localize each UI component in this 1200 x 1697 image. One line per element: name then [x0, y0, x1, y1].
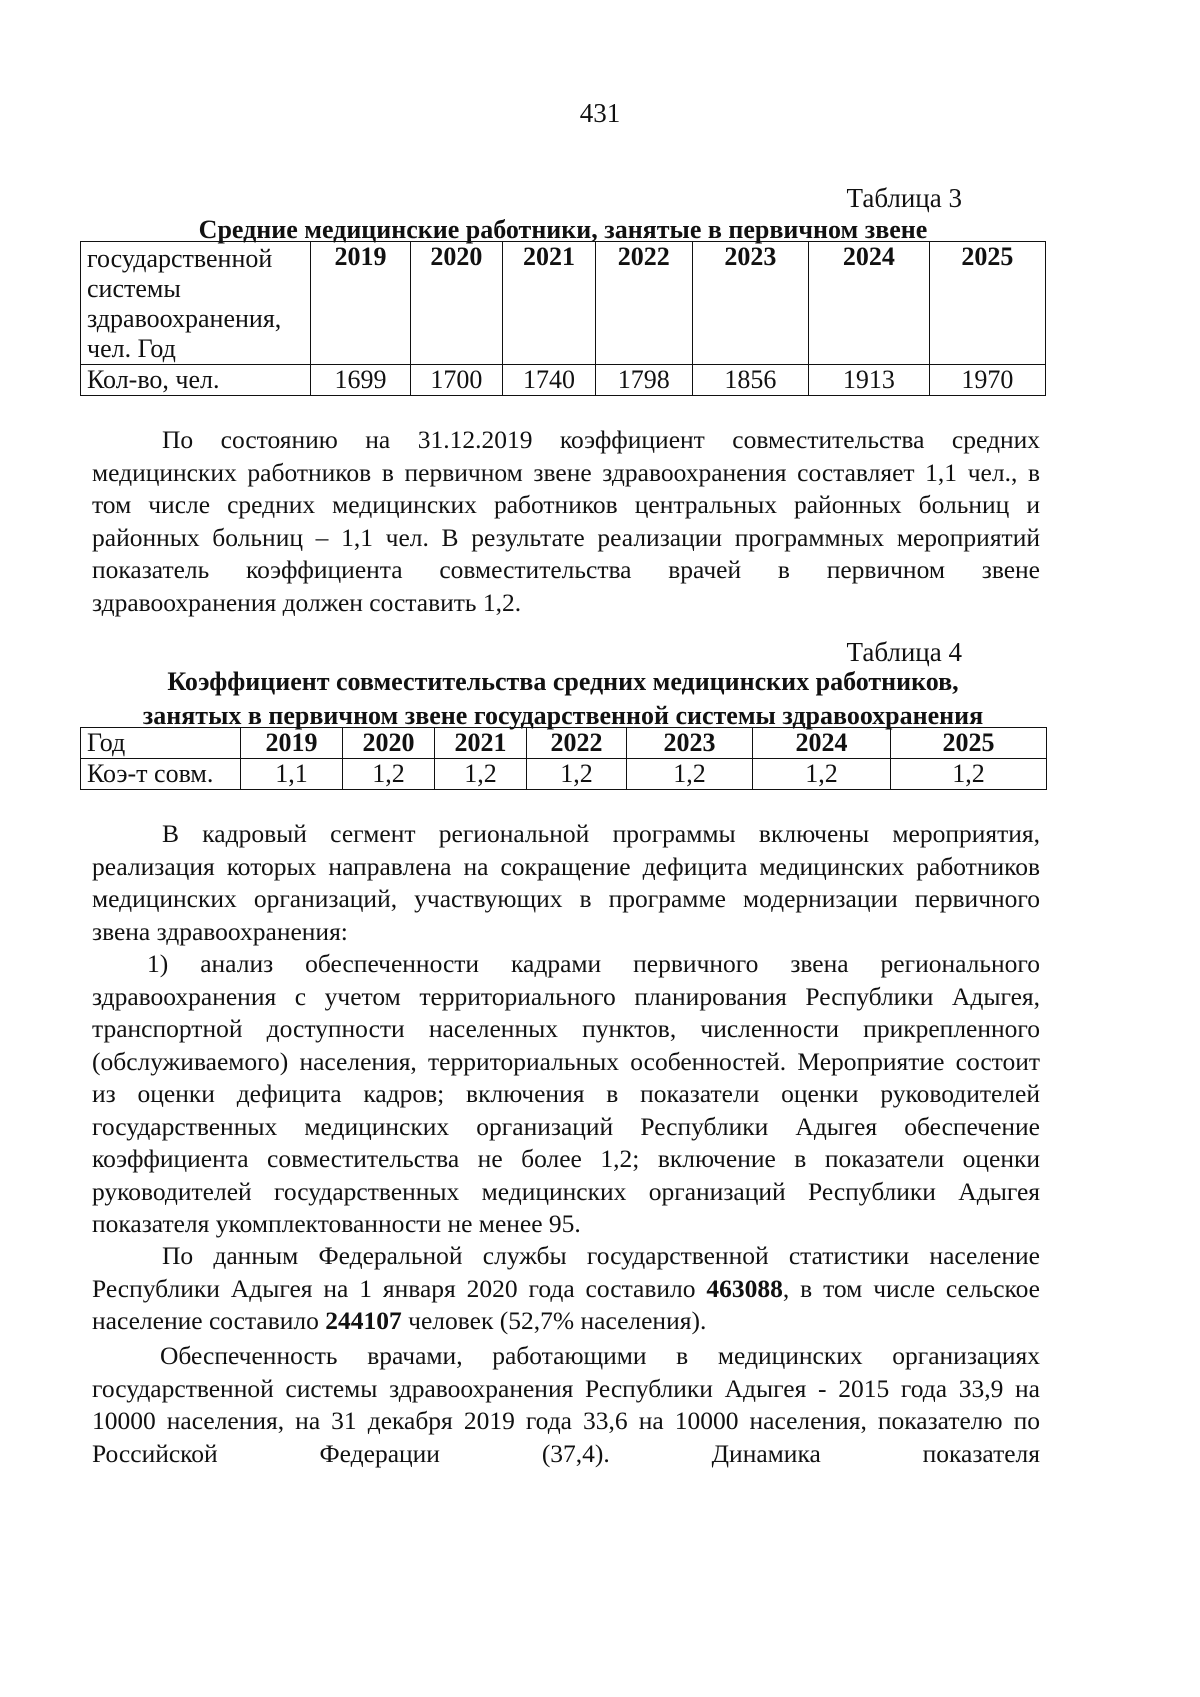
table-4-value: 1,1 [241, 759, 343, 790]
table-3-value: 1856 [692, 365, 808, 396]
table-3-data-row [81, 365, 1046, 396]
table-4-value: 1,2 [343, 759, 435, 790]
table-3-value: 1798 [595, 365, 692, 396]
table-3-value: 1699 [311, 365, 410, 396]
table-4-value: 1,2 [435, 759, 527, 790]
page-number: 431 [579, 98, 621, 128]
paragraph-text: В кадровый сегмент региональной программы включены мероприятия, реализация которых направлена на сокращение дефицита медицинских работников медицинских организаций, участвующих в программе модернизации первичного звена здравоохранения: [92, 819, 1040, 946]
table-4-year: 2024 [753, 728, 891, 759]
table-3-year: 2025 [929, 242, 1045, 365]
table-4-row-label: Коэ-т совм. [81, 759, 241, 790]
paragraph-text: Обеспеченность врачами, работающими в медицинских организациях государственной системы здравоохранения Республики Адыгея - 2015 года 33,9 на 10000 населения, на 31 декабря 2019 года 33,6 на 10000 населения, показателю по Российской Федерации (37,4). Динамика показателя [92, 1341, 1040, 1468]
table-3-year: 2022 [595, 242, 692, 365]
table-4-year: 2023 [627, 728, 753, 759]
paragraph-measure-1 [92, 948, 1040, 1241]
paragraph-population [92, 1240, 1040, 1338]
table-4-year: 2025 [891, 728, 1047, 759]
table-4-year: 2019 [241, 728, 343, 759]
list-item-text: 1) анализ обеспеченности кадрами первичного звена регионального здравоохранения с учетом территориального планирования Республики Адыгея, транспортной доступности населенных пунктов, численности прикрепленного (обслуживаемого) населения, территориальных особенностей. Мероприятие состоит из оценки дефицита кадров; включения в показатели оценки руководителей государственных медицинских организаций Республики Адыгея обеспечение коэффициента совместительства не более 1,2; включение в показатели оценки руководителей государственных медицинских организаций Республики Адыгея показателя укомплектованности не менее 95. [92, 949, 1040, 1238]
table-4 [80, 727, 1047, 790]
table-3-year: 2021 [503, 242, 596, 365]
table-3 [80, 241, 1046, 396]
population-text: человек (52,7% населения). [408, 1306, 707, 1335]
table-4-caption: Таблица 4 [846, 637, 962, 667]
table-4-value: 1,2 [527, 759, 627, 790]
table-4-year: 2020 [343, 728, 435, 759]
table-3-header-label: государственной системы здравоохранения, чел. Год [81, 242, 311, 365]
table-3-value: 1700 [410, 365, 503, 396]
table-3-year: 2024 [809, 242, 930, 365]
table-3-value: 1970 [929, 365, 1045, 396]
table-4-title [80, 665, 1046, 733]
table-3-year: 2020 [410, 242, 503, 365]
table-4-title-line: занятых в первичном звене государственной системы здравоохранения [142, 701, 984, 730]
paragraph-text: По состоянию на 31.12.2019 коэффициент совместительства средних медицинских работников в первичном звене здравоохранения составляет 1,1 чел., в том числе средних медицинских работников центральных районных больниц и районных больниц – 1,1 чел. В результате реализации программных мероприятий показатель коэффициента совместительства врачей в первичном звене здравоохранения должен составить 1,2. [92, 425, 1040, 617]
table-4-data-row [81, 759, 1047, 790]
paragraph-measures-intro [92, 818, 1040, 948]
table-4-year: 2021 [435, 728, 527, 759]
population-value: 463088 [706, 1273, 783, 1303]
table-3-header-row [81, 242, 1046, 365]
table-3-year: 2019 [311, 242, 410, 365]
table-4-header-row [81, 728, 1047, 759]
table-3-caption: Таблица 3 [846, 183, 962, 213]
table-4-year: 2022 [527, 728, 627, 759]
table-4-header-label: Год [81, 728, 241, 759]
table-4-value: 1,2 [753, 759, 891, 790]
paragraph-doctor-supply [92, 1340, 1040, 1470]
table-3-row-label: Кол-во, чел. [81, 365, 311, 396]
rural-population-value: 244107 [325, 1306, 402, 1335]
table-4-value: 1,2 [627, 759, 753, 790]
table-3-value: 1913 [809, 365, 930, 396]
table-3-value: 1740 [503, 365, 596, 396]
table-4-title-line: Коэффициент совместительства средних медицинских работников, [167, 667, 959, 696]
population-text: , в том числе сельское население составило [92, 1273, 1041, 1335]
table-3-year: 2023 [692, 242, 808, 365]
paragraph-text [92, 1240, 1040, 1338]
paragraph-coefficient [92, 424, 1040, 619]
population-text: По данным Федеральной службы государственной статистики население Республики Адыгея на 1 января 2020 года составило [92, 1241, 1040, 1303]
table-4-value: 1,2 [891, 759, 1047, 790]
table-3-title: Средние медицинские работники, занятые в первичном звене [198, 215, 928, 244]
